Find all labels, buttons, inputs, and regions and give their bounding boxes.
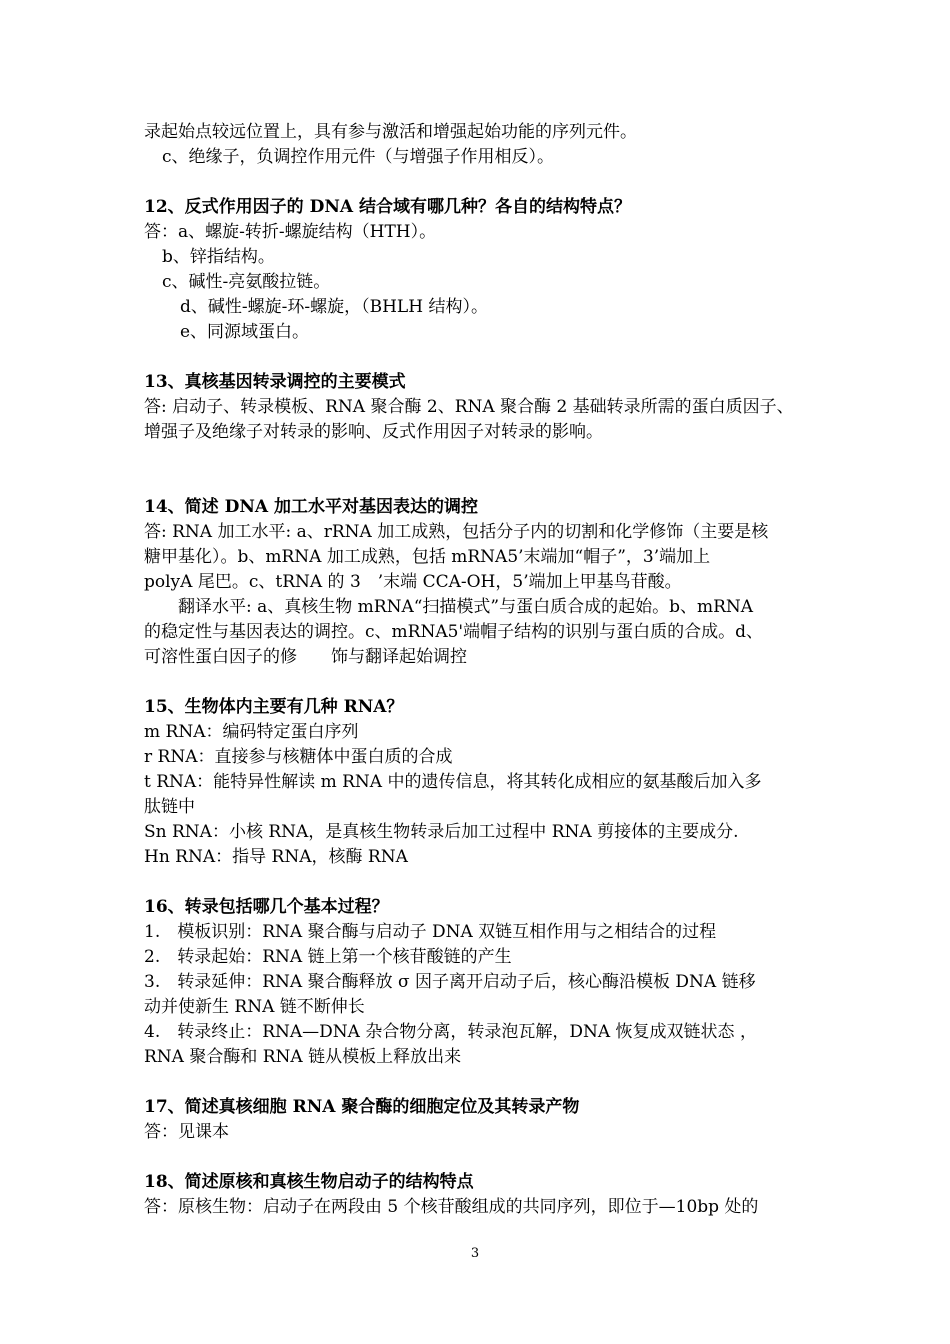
answer-line: 翻译水平: a、真核生物 mRNA“扫描模式”与蛋白质合成的起始。b、mRNA — [178, 597, 754, 617]
question-13-heading: 13、真核基因转录调控的主要模式 — [144, 372, 406, 392]
answer-line: r RNA：直接参与核糖体中蛋白质的合成 — [144, 747, 453, 767]
answer-line: Sn RNA：小核 RNA，是真核生物转录后加工过程中 RNA 剪接体的主要成分. — [144, 822, 739, 842]
question-14-heading: 14、简述 DNA 加工水平对基因表达的调控 — [144, 497, 478, 517]
question-16-heading: 16、转录包括哪几个基本过程？ — [144, 897, 389, 917]
answer-line: b、锌指结构。 — [162, 247, 275, 267]
spacer — [144, 670, 824, 695]
spacer — [144, 1145, 824, 1170]
paragraph-line: c、绝缘子，负调控作用元件（与增强子作用相反）。 — [162, 147, 555, 167]
paragraph-line: 录起始点较远位置上，具有参与激活和增强起始功能的序列元件。 — [144, 122, 637, 142]
list-item: 3. 转录延伸：RNA 聚合酶释放 σ 因子离开启动子后，核心酶沿模板 DNA 链移 — [144, 972, 756, 992]
answer-line: 答：原核生物：启动子在两段由 5 个核苷酸组成的共同序列，即位于—10bp 处的 — [144, 1197, 759, 1217]
question-18-heading: 18、简述原核和真核生物启动子的结构特点 — [144, 1172, 474, 1192]
spacer — [144, 870, 824, 895]
answer-line: 增强子及绝缘子对转录的影响、反式作用因子对转录的影响。 — [144, 422, 603, 442]
answer-line: 答: 启动子、转录模板、RNA 聚合酶 2、RNA 聚合酶 2 基础转录所需的蛋白质因子、 — [144, 397, 794, 417]
answer-line: d、碱性-螺旋-环-螺旋，（BHLH 结构）。 — [180, 297, 488, 317]
answer-line: t RNA：能特异性解读 m RNA 中的遗传信息，将其转化成相应的氨基酸后加入多 — [144, 772, 762, 792]
answer-line: c、碱性-亮氨酸拉链。 — [162, 272, 331, 292]
spacer — [144, 345, 824, 370]
list-item: 2. 转录起始：RNA 链上第一个核苷酸链的产生 — [144, 947, 512, 967]
answer-line: 的稳定性与基因表达的调控。c、mRNA5'端帽子结构的识别与蛋白质的合成。d、 — [144, 622, 763, 642]
answer-line: 答：见课本 — [144, 1122, 229, 1142]
list-item: 4. 转录终止：RNA—DNA 杂合物分离，转录泡瓦解，DNA 恢复成双链状态 ， — [144, 1022, 757, 1042]
answer-line: 糖甲基化）。b、mRNA 加工成熟，包括 mRNA5’末端加“帽子”，3’端加上 — [144, 547, 711, 567]
answer-line: polyA 尾巴。c、tRNA 的 3 ’末端 CCA-OH，5’端加上甲基鸟苷酸。 — [144, 572, 682, 592]
answer-line: Hn RNA：指导 RNA，核酶 RNA — [144, 847, 408, 867]
list-item: 1. 模板识别：RNA 聚合酶与启动子 DNA 双链互相作用与之相结合的过程 — [144, 922, 717, 942]
spacer — [144, 445, 824, 495]
answer-line: e、同源域蛋白。 — [180, 322, 310, 342]
spacer — [144, 1070, 824, 1095]
question-12-heading: 12、反式作用因子的 DNA 结合域有哪几种？各自的结构特点？ — [144, 197, 631, 217]
list-item-continuation: RNA 聚合酶和 RNA 链从模板上释放出来 — [144, 1047, 462, 1067]
answer-line: 答：a、螺旋-转折-螺旋结构（HTH）。 — [144, 222, 437, 242]
page-number: 3 — [470, 1246, 480, 1261]
question-17-heading: 17、简述真核细胞 RNA 聚合酶的细胞定位及其转录产物 — [144, 1097, 580, 1117]
question-15-heading: 15、生物体内主要有几种 RNA？ — [144, 697, 404, 717]
answer-line: 肽链中 — [144, 797, 195, 817]
list-item-continuation: 动并使新生 RNA 链不断伸长 — [144, 997, 365, 1017]
answer-line: 可溶性蛋白因子的修 饰与翻译起始调控 — [144, 647, 467, 667]
spacer — [144, 170, 824, 195]
answer-line: 答: RNA 加工水平: a、rRNA 加工成熟，包括分子内的切割和化学修饰（主要是核 — [144, 522, 769, 542]
answer-line: m RNA：编码特定蛋白序列 — [144, 722, 359, 742]
document-page — [144, 120, 824, 1220]
